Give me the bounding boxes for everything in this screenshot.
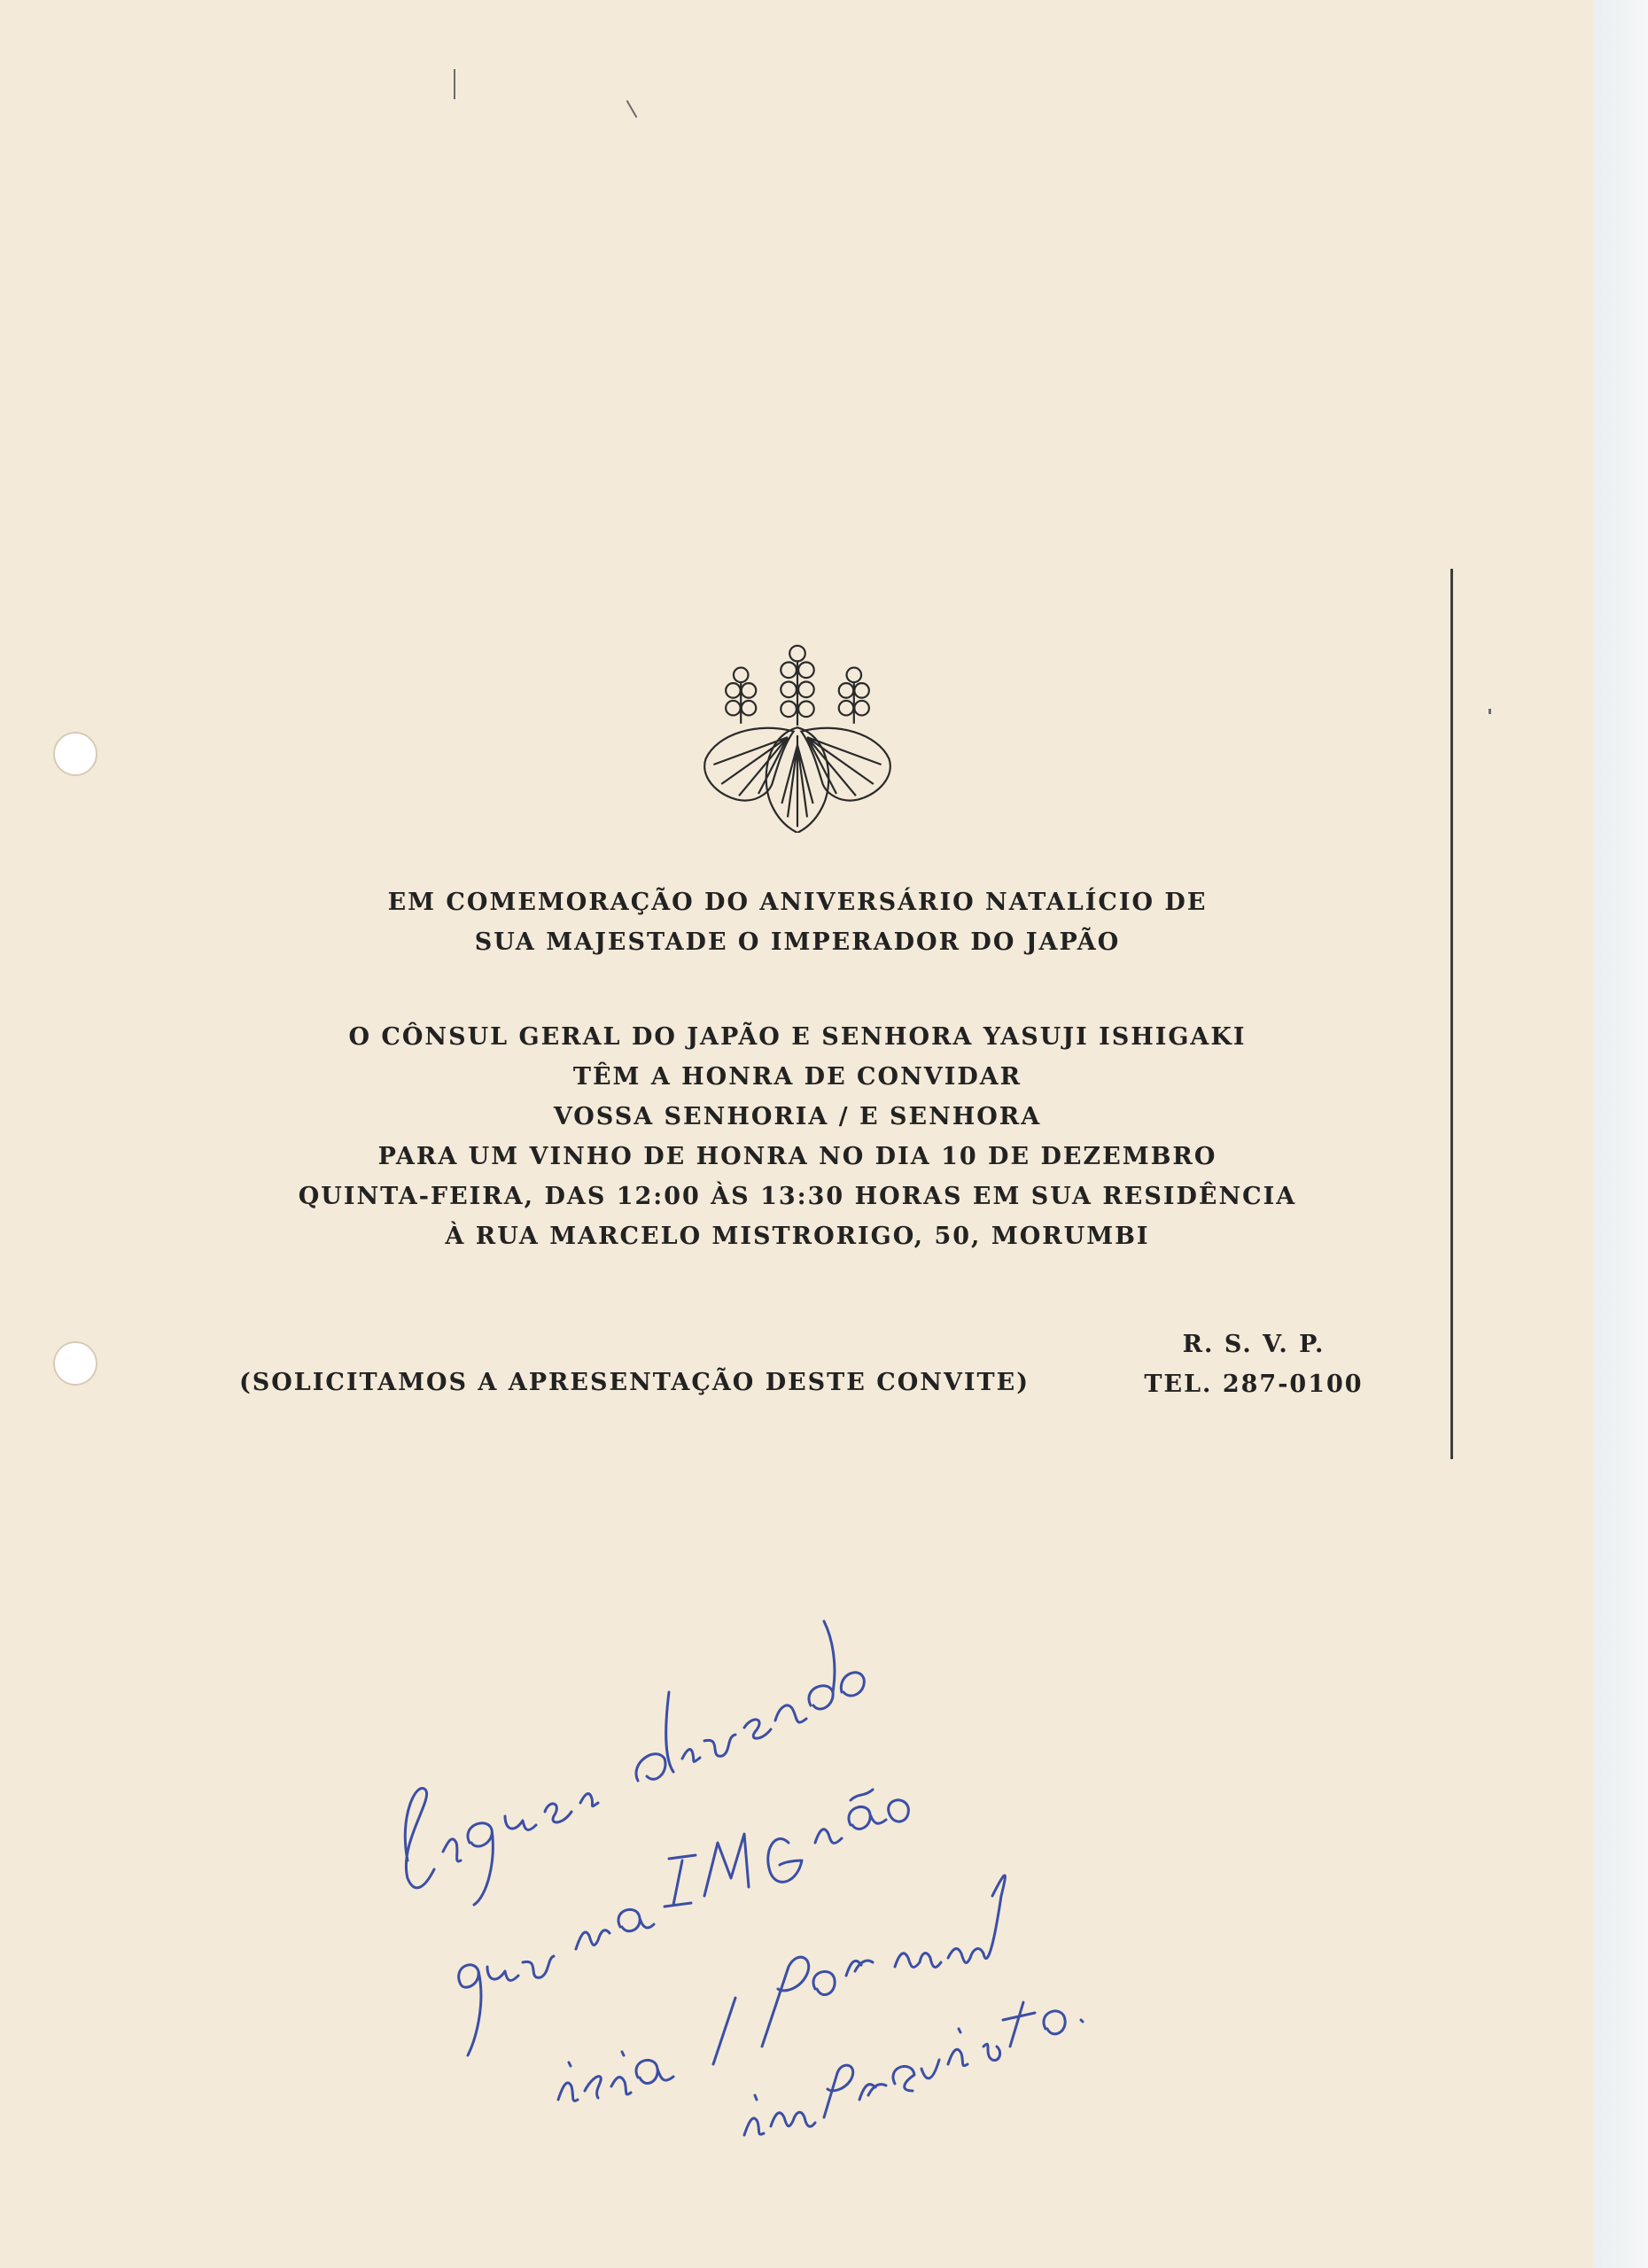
body-line: À RUA MARCELO MISTRORIGO, 50, MORUMBI [445, 1223, 1150, 1250]
heading-line: SUA MAJESTADE O IMPERADOR DO JAPÃO [474, 928, 1121, 956]
body-line: O CÔNSUL GERAL DO JAPÃO E SENHORA YASUJI ISHIGAKI [348, 1023, 1247, 1051]
rsvp-label: R. S. V. P. [1182, 1331, 1325, 1358]
body-line: TÊM A HONRA DE CONVIDAR [572, 1063, 1022, 1091]
punch-hole-top [53, 732, 97, 776]
speck [626, 100, 638, 118]
heading-line: EM COMEMORAÇÃO DO ANIVERSÁRIO NATALÍCIO DE [387, 889, 1208, 916]
invitation-body [177, 1017, 1418, 1256]
rsvp-tel: TEL. 287-0100 [1144, 1371, 1364, 1398]
speck [1489, 709, 1491, 714]
body-line: VOSSA SENHORIA / E SENHORA [553, 1103, 1042, 1130]
rsvp-block [1125, 1324, 1382, 1404]
body-line: QUINTA-FEIRA, DAS 12:00 ÀS 13:30 HORAS EM SUA RESIDÊNCIA [298, 1183, 1297, 1210]
scan-edge [1593, 0, 1648, 2268]
handwritten-note [372, 1524, 1170, 2144]
invitation-heading [177, 882, 1418, 962]
footer-note: (SOLICITAMOS A APRESENTAÇÃO DESTE CONVITE) [239, 1369, 1030, 1396]
paulownia-crest-icon [700, 638, 895, 833]
punch-hole-bottom [53, 1341, 97, 1386]
right-rule-line [1450, 569, 1453, 1459]
speck [454, 69, 455, 99]
body-line: PARA UM VINHO DE HONRA NO DIA 10 DE DEZEMBRO [377, 1143, 1217, 1170]
